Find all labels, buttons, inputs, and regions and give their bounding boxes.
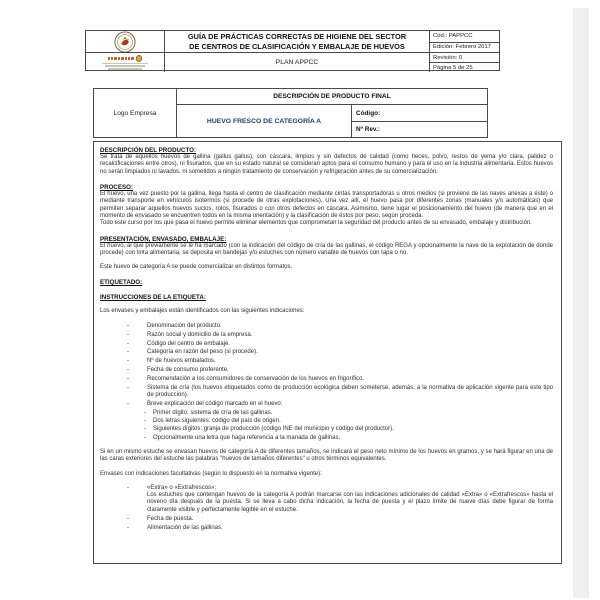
bullet-list — [100, 323, 553, 442]
product-table-header: DESCRIPCIÓN DE PRODUCTO FINAL — [176, 89, 487, 104]
body-paragraph: Los envases y embalajes están identificados con las siguientes indicaciones: — [100, 308, 305, 315]
sub-bullet-marker: - — [144, 417, 146, 424]
document-title-line2: DE CENTROS DE CLASIFICACIÓN Y EMBALAJE DE HUEVOS — [189, 41, 405, 51]
bullet-marker: - — [127, 349, 129, 356]
product-name: HUEVO FRESCO DE CATEGORÍA A — [176, 104, 351, 137]
sub-bullet-item — [100, 418, 553, 425]
bullet-text: Sistema de cría (los huevos etiquetados como de producción ecológica deben someterse, además, a la normativa de aplicación vigente para este tipo de producción). — [147, 385, 553, 399]
body-box — [93, 141, 562, 564]
bullet-text: Nº de huevos embalados. — [147, 358, 216, 365]
bullet-text: Fecha de puesta. — [147, 515, 194, 522]
bullet-marker: - — [127, 524, 129, 531]
bullet-marker: - — [127, 358, 129, 365]
bullet-marker: - — [127, 401, 129, 408]
bullet-item — [100, 341, 553, 348]
doc-revision: Revisión: 0 — [429, 52, 499, 62]
bullet-text: Recomendación a los consumidores de conservación de los huevos en frigorífico. — [147, 376, 365, 383]
bullet-text: Denominación del producto. — [147, 322, 222, 329]
bullet-item — [100, 358, 553, 365]
section-heading: PRESENTACIÓN, ENVASADO, EMBALAJE: — [100, 235, 227, 243]
body-paragraph: Este huevo de categoría A se puede comercializar en distintos formatos. — [100, 264, 293, 271]
bullet-item — [100, 376, 553, 383]
section-heading: PROCESO: — [100, 183, 134, 191]
sub-bullet-item — [100, 410, 553, 417]
product-code-label: Código: — [351, 104, 487, 121]
body-paragraph: Envases con indicaciones facultativas (según lo dispuesto en la normativa vigente): — [100, 470, 322, 477]
sub-bullet-text: Opcionalmente una letra que haga referencia a la manada de gallinas. — [153, 434, 341, 441]
bullet-item — [100, 516, 553, 523]
section-heading: ETIQUETADO: — [100, 279, 143, 287]
org-caption-line — [105, 65, 145, 67]
sub-bullet-text: Dos letras siguientes: código del país de origen. — [153, 417, 281, 424]
doc-subtitle: PLAN APPCC — [164, 52, 429, 72]
bullet-marker: - — [127, 340, 129, 347]
bullet-item-body: Los estuches que contengan huevos de la categoría A podrán marcarse con las indicaciones adicionales de calidad «Extra» o «Extrafrescos» hasta el noveno día después de la puesta. Si se lleva a cabo dicha indicación, la fecha de puesta y el plazo límite de nueve días debe figurar de forma claramente visible y perfectamente legible en el estuche. — [147, 492, 553, 513]
bullet-text: Breve explicación del código marcado en el huevo: — [147, 401, 283, 408]
body-paragraph: Se trata de aquellos huevos de gallina (gallus gallus), con cáscara, limpios y sin defectos de calidad (como heces, polvo, restos de yema y/o clara, palidez o recalcificaciones entre otros), ni fisurados, que en su estado natural se consideran aptos para el consumo humano y para el uso en la industria alimentaria. Estos huevos no serán limpiados ni lavados, ni sometidos a ningún tratamiento de conservación y refrigeración antes de su comercialización. — [100, 154, 553, 175]
body-paragraph: El huevo, al que previamente se le ha marcado (con la indicación del código de cría de las gallinas, el código REGA y opcionalmente la nave de la explotación de donde procede) con tinta alimentaria, se deposita en bandejas y/o estuches con número variable de huevos con tapa o no. — [100, 242, 553, 256]
company-logo-placeholder: Logo Empresa — [113, 109, 157, 117]
org-wordmark-letters — [108, 57, 134, 60]
sub-bullet-item — [100, 435, 553, 442]
bullet-marker: - — [127, 515, 129, 522]
doc-edition: Edición: Febrero 2017 — [429, 42, 499, 53]
bullet-marker: - — [127, 376, 129, 383]
bullet-item — [100, 401, 553, 408]
sub-bullet-marker: - — [144, 409, 146, 416]
document-title-line1: GUÍA DE PRÁCTICAS CORRECTAS DE HIGIENE DEL SECTOR — [187, 31, 407, 41]
body-paragraph: El huevo, una vez puesto por la gallina, llega hasta el centro de clasificación mediante cintas transportadoras u otros medios (si proviene de las naves anexas a éste) o mediante transporte en vehículos isotermos (si procede de otras explotaciones). Una vez allí, el huevo pasa por diferentes zonas (manuales y/o automáticas) que permiten separar aquellos huevos sucios, rotos, fisurados o con otros defectos en cáscara. Asimismo, tiene lugar el posicionamiento del huevo (de manera que en el momento de envasado se encuentren todos en la misma orientación) y la clasificación de éstos por peso, según proceda. — [100, 190, 553, 219]
guild-seal-icon — [114, 31, 136, 52]
sub-bullet-marker: - — [144, 426, 146, 433]
scan-edge-shadow — [573, 8, 589, 598]
bullet-text: Código del centro de embalaje. — [147, 340, 231, 347]
sub-bullet-text: Primer dígito: sistema de cría de las gallinas. — [153, 409, 273, 416]
bullet-item — [100, 323, 553, 330]
section-heading: DESCRIPCIÓN DEL PRODUCTO: — [100, 147, 197, 154]
body-paragraph: Todo este curso por los que pasa el huevo permite eliminar elementos que comprometan la seguridad del producto antes de su envasado, embalaje y distribución. — [100, 220, 532, 227]
bullet-marker: - — [127, 385, 129, 392]
bullet-text: Alimentación de las gallinas. — [147, 524, 223, 531]
bullet-marker: - — [127, 367, 129, 374]
bullet-item — [100, 332, 553, 339]
bullet-marker: - — [127, 322, 129, 329]
document-header-table — [85, 30, 500, 71]
doc-code: Cód.: PAPPCC — [429, 31, 499, 42]
body-paragraph: Si en un mismo estuche se envasan huevos de categoría A de diferentes tamaños, se indicará el peso neto mínimo de los huevos en gramos, y se hará figurar en una de las caras exteriores del estuche las palabras "huevos de tamaños diferentes" u otros términos equivalentes. — [100, 448, 553, 463]
bullet-item — [100, 485, 553, 492]
bullet-marker: - — [127, 484, 129, 491]
product-description-table — [93, 88, 488, 138]
bullet-text: Razón social y domicilio de la empresa. — [147, 331, 253, 338]
doc-page-number: Página 5 de 25 — [429, 62, 499, 72]
bullet-item — [100, 525, 553, 532]
section-heading: INSTRUCCIONES DE LA ETIQUETA: — [100, 294, 206, 302]
guild-seal-cell — [86, 31, 164, 52]
bullet-text: Fecha de consumo preferente. — [147, 367, 229, 374]
org-coin-icon — [136, 55, 143, 62]
bullet-text: «Extra» o «Extrafrescos»: — [147, 484, 217, 491]
bullet-text: Categoría en razón del peso (si procede). — [147, 349, 258, 356]
org-caption-line — [102, 63, 148, 65]
sub-bullet-text: Siguientes dígitos: granja de producción (código INE del municipio y código del productor). — [153, 426, 394, 433]
org-wordmark — [108, 55, 143, 62]
bullet-item — [100, 385, 553, 400]
org-caption-line — [108, 68, 142, 70]
document-title — [164, 31, 429, 52]
sub-bullet-item — [100, 426, 553, 433]
bullet-item — [100, 367, 553, 374]
org-wordmark-cell — [86, 52, 164, 72]
sub-bullet-marker: - — [144, 434, 146, 441]
bullet-marker: - — [127, 331, 129, 338]
bullet-list — [100, 485, 553, 532]
product-rev-label: Nº Rev.: — [351, 121, 487, 137]
bullet-item — [100, 349, 553, 356]
